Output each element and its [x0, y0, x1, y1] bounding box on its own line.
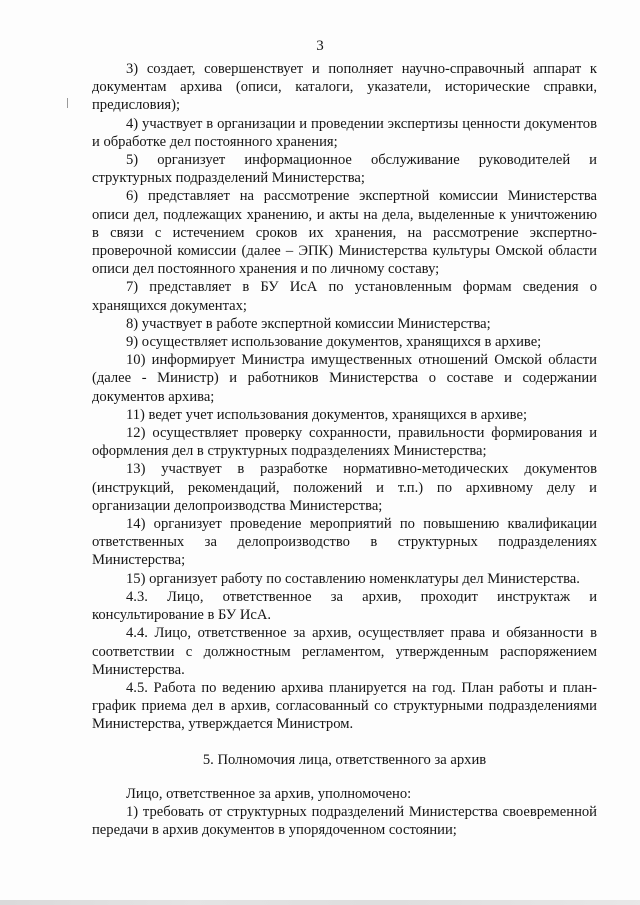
scan-bottom-edge [0, 900, 640, 905]
paragraph-item-5: 5) организует информационное обслуживание руководителей и структурных подразделений Министерства; [92, 152, 597, 187]
paragraph-4-4: 4.4. Лицо, ответственное за архив, осуществляет права и обязанности в соответствии с должностным регламентом, утвержденным распоряжением Министерства. [92, 625, 597, 678]
section-heading: 5. Полномочия лица, ответственного за архив [202, 751, 487, 768]
paragraph-item-3: 3) создает, совершенствует и пополняет научно-справочный аппарат к документам архива (описи, каталоги, указатели, исторические справки, предисловия); [92, 61, 597, 114]
paragraph-4-5: 4.5. Работа по ведению архива планируется на год. План работы и план-график приема дел в архив, согласованный со структурными подразделениями Министерства, утверждается Министром. [92, 679, 597, 733]
paragraph-item-10: 10) информирует Министра имущественных отношений Омской области (далее - Министр) и работников Министерства о составе и содержании документов архива; [92, 352, 597, 405]
page-number: 3 [316, 38, 324, 54]
document-body [92, 60, 597, 839]
paragraph-item-6: 6) представляет на рассмотрение экспертной комиссии Министерства описи дел, подлежащих хранению, и акты на дела, выделенные к уничтожению в связи с истечением сроков их хранения, на рассмотрение экспертно-проверочной комиссии (далее – ЭПК) Министерства культуры Омской области описи дел постоянного хранения и по личному составу; [92, 188, 597, 278]
paragraph-item-15: 15) организует работу по составлению номенклатуры дел Министерства. [126, 570, 580, 587]
section-item-1: 1) требовать от структурных подразделений Министерства своевременной передачи в архив документов в упорядоченном состоянии; [92, 803, 597, 839]
paragraph-item-12: 12) осуществляет проверку сохранности, правильности формирования и оформления дел в структурных подразделениях Министерства; [92, 425, 597, 460]
paragraph-item-8: 8) участвует в работе экспертной комиссии Министерства; [126, 315, 491, 332]
paragraph-item-13: 13) участвует в разработке нормативно-методических документов (инструкций, рекомендаций, положений и т.п.) по архивному делу и организации делопроизводства Министерства; [92, 461, 597, 514]
paragraph-4-3: 4.3. Лицо, ответственное за архив, проходит инструктаж и консультирование в БУ ИсА. [92, 588, 597, 624]
paragraph-item-4: 4) участвует в организации и проведении экспертизы ценности документов и обработке дел постоянного хранения; [92, 115, 597, 150]
paragraph-item-7: 7) представляет в БУ ИсА по установленным формам сведения о хранящихся документах; [92, 279, 597, 314]
paragraph-item-14: 14) организует проведение мероприятий по повышению квалификации ответственных за делопроизводство в структурных подразделениях Министерства; [92, 516, 597, 569]
paragraph-item-11: 11) ведет учет использования документов, хранящихся в архиве; [126, 406, 528, 423]
scan-margin-mark [67, 98, 68, 108]
section-intro: Лицо, ответственное за архив, уполномочено: [126, 785, 412, 802]
paragraph-item-9: 9) осуществляет использование документов, хранящихся в архиве; [126, 334, 542, 351]
